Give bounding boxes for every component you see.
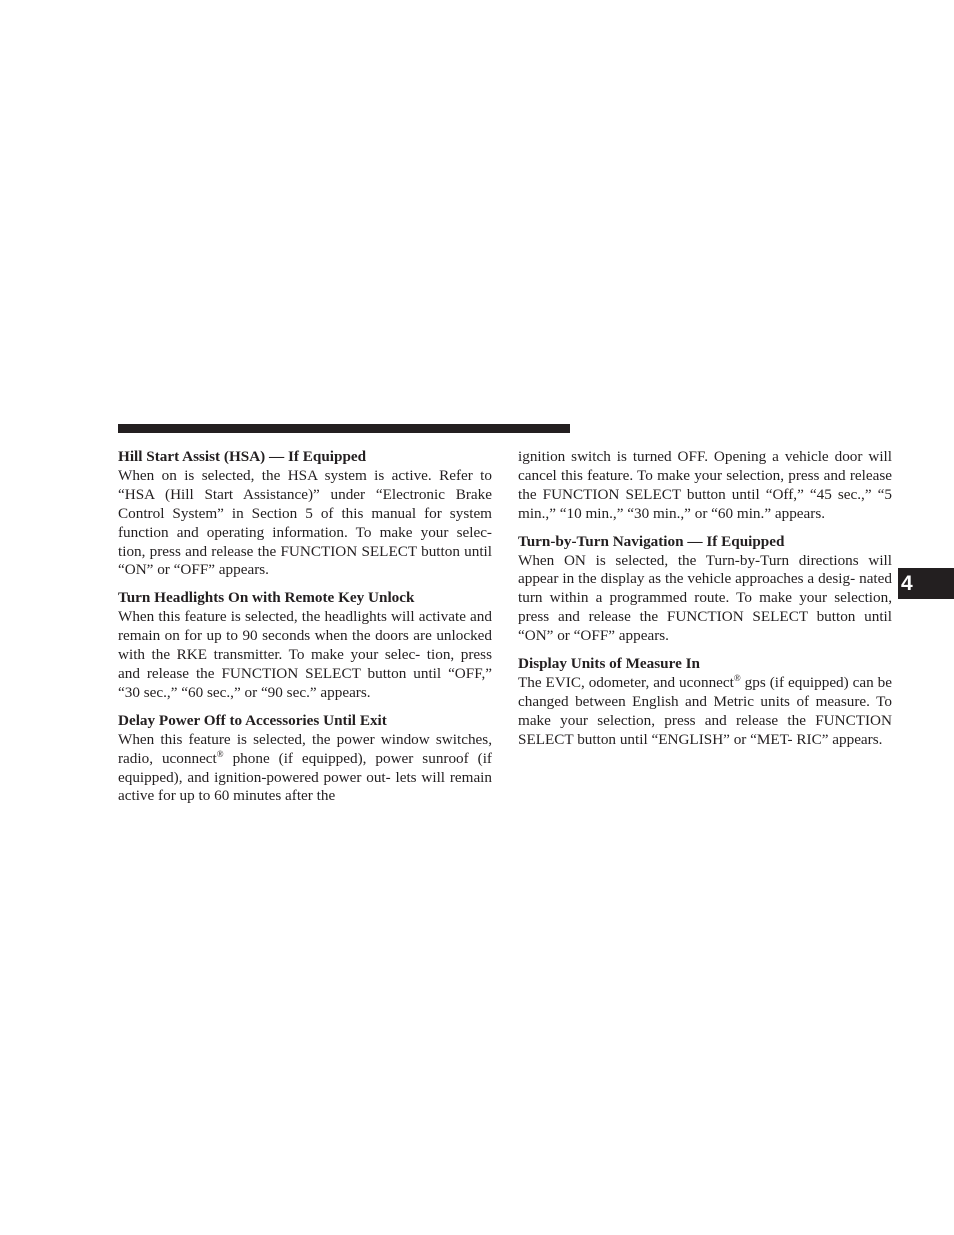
body-delay-power-off-continued: ignition switch is turned OFF. Opening a vehicle door will cancel this feature. To make your selection, press and release the FUNCTION SELECT button until “Off,” “45 sec.,” “5 min.,” “10 min.,” “30 min.,” or “60 min.” appears. [518,448,892,522]
registered-mark: ® [733,672,741,683]
registered-mark: ® [216,748,224,759]
body-delay-power-off-part-1: When this feature is selected, the power window switches, radio, uconnect [118,730,492,767]
body-delay-power-off-part-2: phone (if equipped), power sunroof (if equipped), and ignition-powered power out- lets will remain active for up to 60 minutes after the [118,749,492,805]
right-column [518,448,892,759]
heading-turn-by-turn: Turn-by-Turn Navigation — If Equipped [518,532,785,550]
section-turn-by-turn [518,533,892,646]
heading-headlights-remote-unlock: Turn Headlights On with Remote Key Unlock [118,589,415,607]
body-hill-start-assist: When on is selected, the HSA system is active. Refer to “HSA (Hill Start Assistance)” under “Electronic Brake Control System” in Section 5 of this manual for system function and operating information. To make your selec- tion, press and release the FUNCTION SELECT button until “ON” or “OFF” appears. [118,466,492,579]
heading-display-units: Display Units of Measure In [518,655,700,673]
heading-delay-power-off: Delay Power Off to Accessories Until Exit [118,711,387,729]
section-delay-power-off-continued [518,448,892,524]
heading-hill-start-assist: Hill Start Assist (HSA) — If Equipped [118,448,367,465]
section-top-rule [118,424,570,433]
section-headlights-remote-unlock [118,589,492,702]
body-display-units [518,674,892,750]
body-delay-power-off [118,731,492,807]
section-hill-start-assist [118,448,492,580]
body-headlights-remote-unlock: When this feature is selected, the headlights will activate and remain on for up to 90 seconds when the doors are unlocked with the RKE transmitter. To make your selec- tion, press and release the FUNCTION SELECT button until “OFF,” “30 sec.,” “60 sec.,” or “90 sec.” appears. [118,608,492,701]
body-display-units-part-2: gps (if equipped) can be changed between English and Metric units of measure. To make your selection, press and release the FUNCTION SELECT button until “ENGLISH” or “MET- RIC” appears. [518,673,892,748]
section-display-units [518,655,892,750]
body-display-units-part-1: The EVIC, odometer, and uconnect [518,673,734,691]
chapter-tab: 4 [898,568,954,599]
left-column [118,448,492,815]
section-delay-power-off [118,712,492,807]
body-turn-by-turn: When ON is selected, the Turn-by-Turn directions will appear in the display as the vehicle approaches a desig- nated turn within a programmed route. To make your selection, press and release the FUNCTION SELECT button until “ON” or “OFF” appears. [518,551,892,645]
